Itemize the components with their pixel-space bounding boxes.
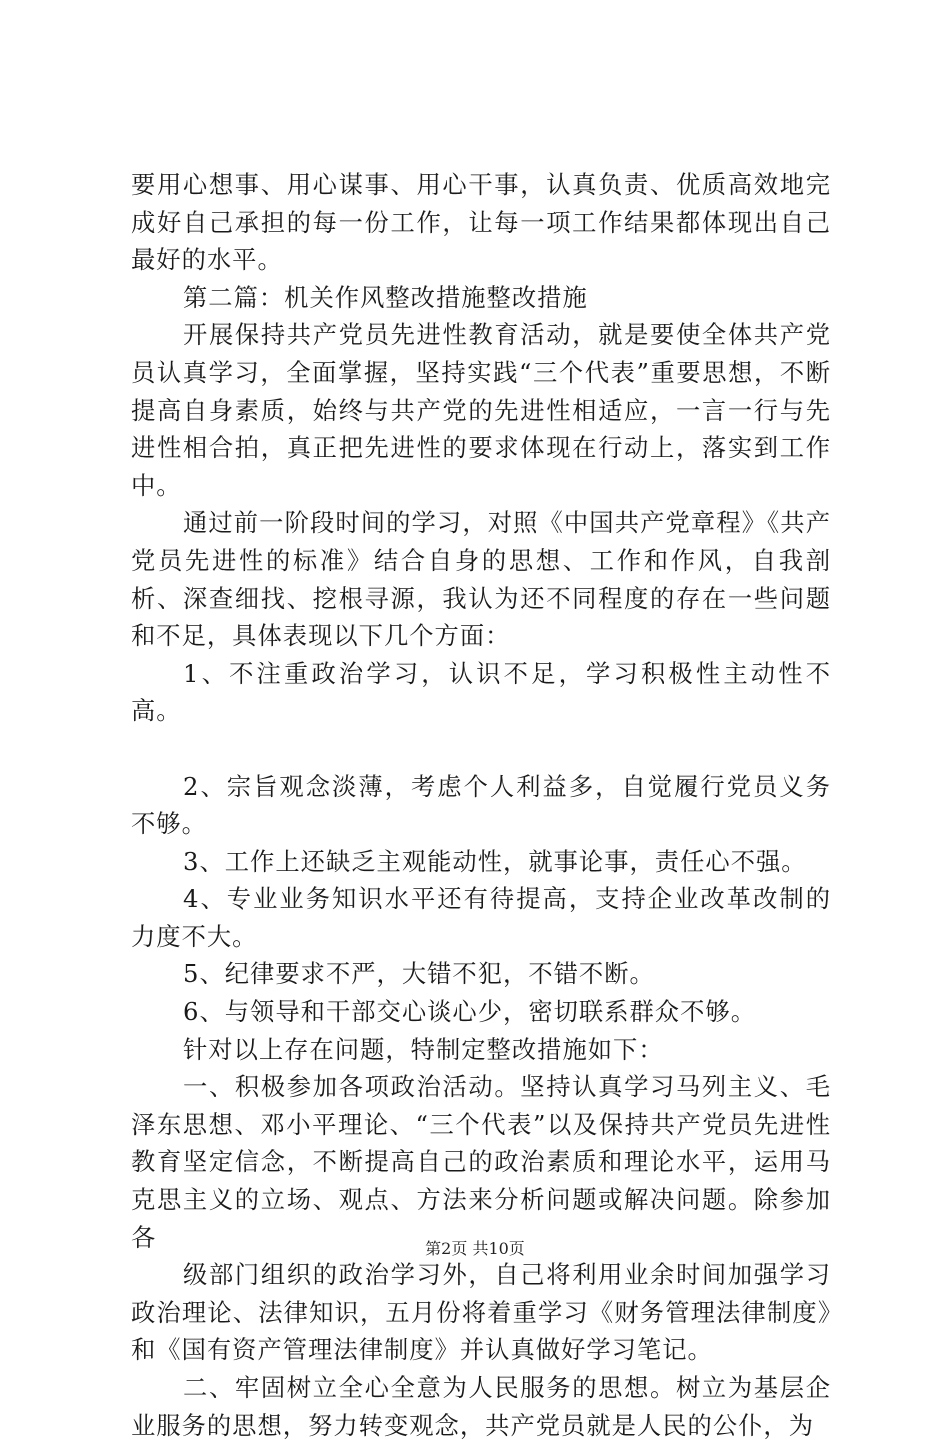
- paragraph: 要用心想事、用心谋事、用心干事，认真负责、优质高效地完成好自己承担的每一份工作，让每一项工作结果都体现出自己最好的水平。: [131, 170, 831, 275]
- paragraph: 二、牢固树立全心全意为人民服务的思想。树立为基层企业服务的思想，努力转变观念，共产党员就是人民的公仆，为: [131, 1373, 831, 1440]
- paragraph: 级部门组织的政治学习外，自己将利用业余时间加强学习政治理论、法律知识，五月份将着重学习《财务管理法律制度》和《国有资产管理法律制度》并认真做好学习笔记。: [131, 1260, 831, 1365]
- list-item: 1、不注重政治学习，认识不足，学习积极性主动性不高。: [131, 658, 831, 726]
- page-footer: 第2页 共10页: [425, 1239, 525, 1258]
- paragraph: 针对以上存在问题，特制定整改措施如下：: [183, 1034, 664, 1064]
- blank-line: [131, 730, 831, 768]
- list-item: 5、纪律要求不严，大错不犯，不错不断。: [183, 959, 655, 989]
- paragraph: 开展保持共产党员先进性教育活动，就是要使全体共产党员认真学习，全面掌握，坚持实践“三个代表”重要思想，不断提高自身素质，始终与共产党的先进性相适应，一言一行与先进性相合拍，真正把先进性的要求体现在行动上，落实到工作中。: [131, 320, 831, 500]
- list-item: 4、专业业务知识水平还有待提高，支持企业改革改制的力度不大。: [131, 884, 831, 951]
- section-heading: 第二篇：机关作风整改措施整改措施: [183, 282, 588, 312]
- paragraph: 一、积极参加各项政治活动。坚持认真学习马列主义、毛泽东思想、邓小平理论、“三个代表”以及保持共产党员先进性教育坚定信念，不断提高自己的政治素质和理论水平，运用马克思主义的立场、观点、方法来分析问题或解决问题。除参加各: [131, 1072, 831, 1252]
- list-item: 3、工作上还缺乏主观能动性，就事论事，责任心不强。: [183, 846, 807, 876]
- paragraph: 通过前一阶段时间的学习，对照《中国共产党章程》《共产党员先进性的标准》结合自身的思想、工作和作风，自我剖析、深查细找、挖根寻源，我认为还不同程度的存在一些问题和不足，具体表现以下几个方面：: [131, 508, 831, 651]
- list-item: 2、宗旨观念淡薄，考虑个人利益多，自觉履行党员义务不够。: [131, 771, 831, 839]
- list-item: 6、与领导和干部交心谈心少，密切联系群众不够。: [183, 997, 756, 1027]
